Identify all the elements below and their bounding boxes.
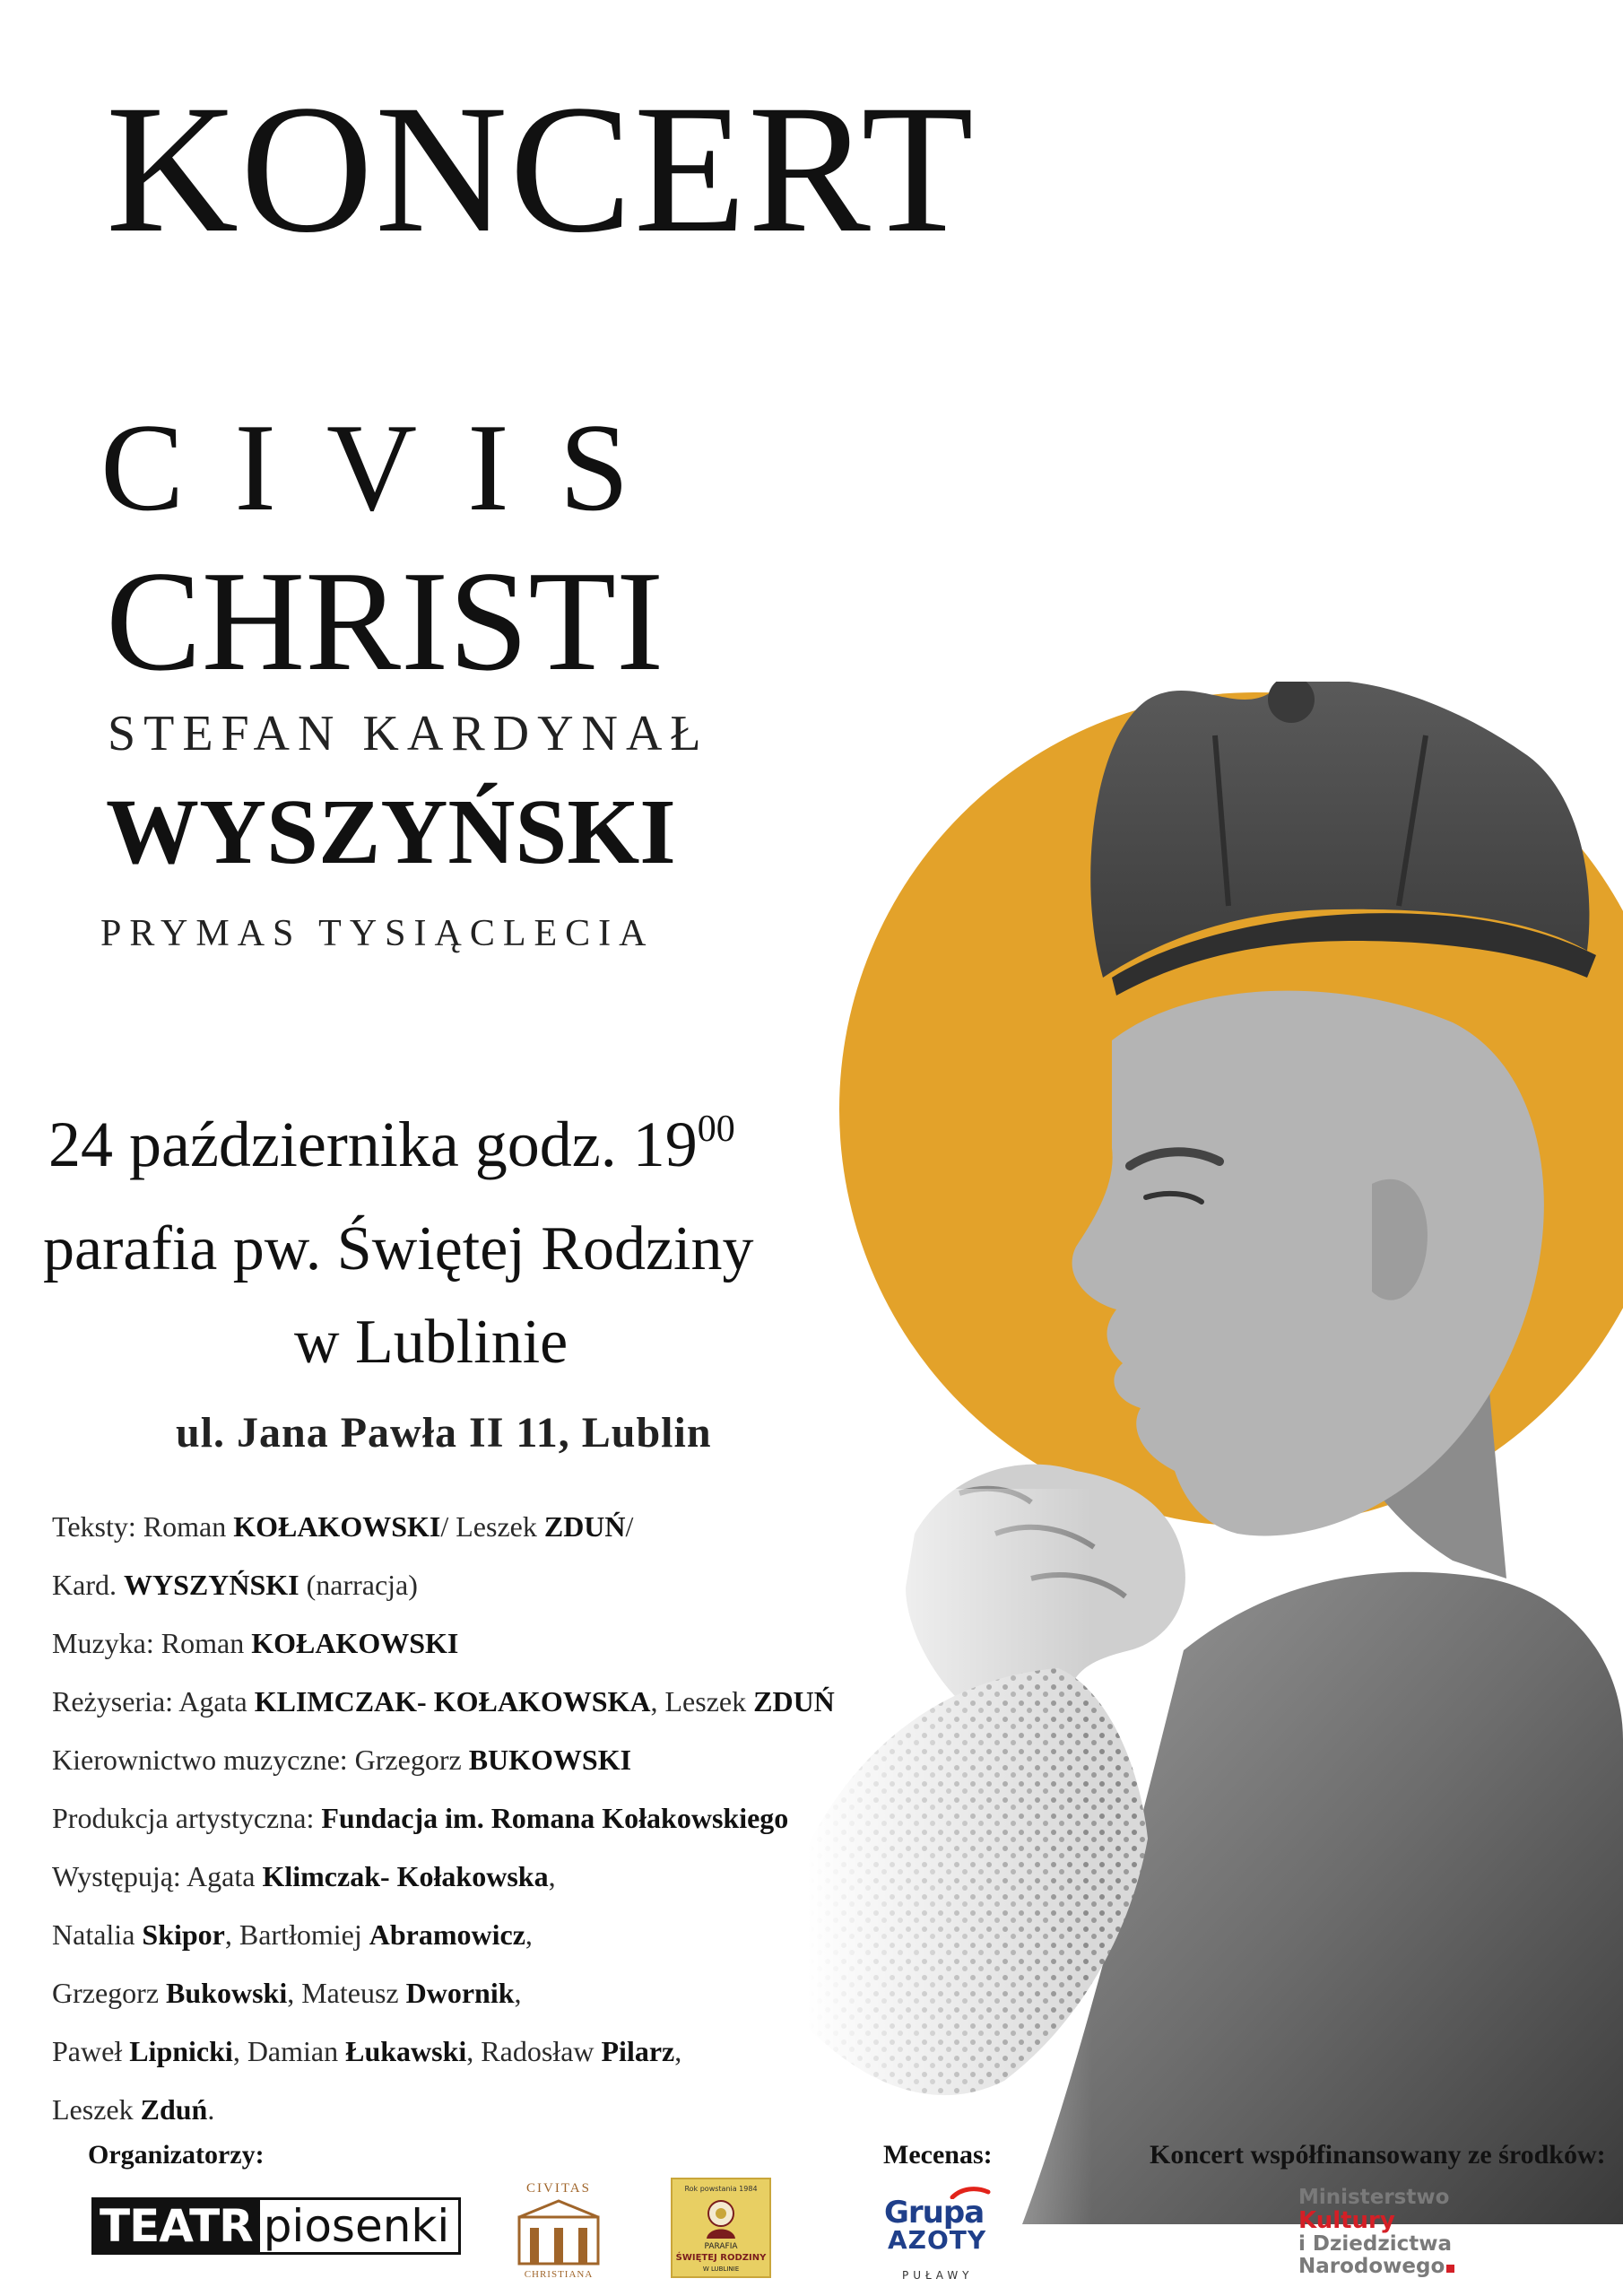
credit-text: . <box>207 2093 215 2126</box>
parafia-logo-small-text: Rok powstania 1984 <box>684 2185 758 2193</box>
credit-name: Klimczak- Kołakowska <box>262 1860 549 1892</box>
credit-text: (narracja) <box>299 1569 418 1601</box>
ministry-logo-line2: Kultury <box>1298 2207 1395 2234</box>
credit-text: Grzegorz <box>52 1977 167 2009</box>
poster-heading: KONCERT <box>106 67 976 271</box>
credit-name: Fundacja im. Romana Kołakowskiego <box>321 1802 789 1834</box>
credit-name: ZDUŃ <box>543 1510 626 1543</box>
credit-line <box>52 1917 913 1975</box>
credit-text: / Leszek <box>440 1510 544 1543</box>
ministry-red-dot-icon <box>1446 2265 1454 2273</box>
civitas-logo-top: CIVITAS <box>526 2181 591 2196</box>
credit-text: Kierownictwo muzyczne: Grzegorz <box>52 1744 469 1776</box>
azoty-logo-line2: AZOTY <box>888 2225 987 2255</box>
credit-text: Leszek <box>52 2093 141 2126</box>
credit-name: Pilarz <box>601 2035 675 2067</box>
credit-line <box>52 1683 913 1742</box>
teatr-logo-part2: piosenki <box>260 2200 459 2252</box>
credit-line <box>52 1742 913 1800</box>
credit-name: KOŁAKOWSKI <box>251 1627 459 1659</box>
parafia-logo-line3: W LUBLINIE <box>702 2266 740 2273</box>
credit-line <box>52 1858 913 1917</box>
event-address: ul. Jana Pawła II 11, Lublin <box>176 1409 712 1457</box>
event-date: 24 października godz. 19 <box>48 1109 698 1180</box>
credit-text: , Damian <box>232 2035 346 2067</box>
subtitle-wyszynski: WYSZYŃSKI <box>106 780 676 883</box>
credits-list <box>52 1509 913 2150</box>
credit-text: Paweł <box>52 2035 130 2067</box>
credit-name: Bukowski <box>166 1977 288 2009</box>
credit-text: Muzyka: Roman <box>52 1627 252 1659</box>
credit-name: Dwornik <box>405 1977 515 2009</box>
parafia-swietej-rodziny-logo <box>671 2178 771 2278</box>
patron-label: Mecenas: <box>883 2140 993 2170</box>
grupa-azoty-logo <box>881 2187 988 2285</box>
subtitle-stefan-kardynal: STEFAN KARDYNAŁ <box>108 706 709 761</box>
credit-name: Lipnicki <box>129 2035 233 2067</box>
ministry-logo-line1: Ministerstwo <box>1298 2186 1450 2209</box>
holy-family-emblem-icon <box>698 2197 744 2240</box>
cofinanced-label: Koncert współfinansowany ze środków: <box>1150 2140 1606 2170</box>
credit-line <box>52 1800 913 1858</box>
organizers-label: Organizatorzy: <box>88 2140 265 2170</box>
ministry-logo-line4-wrap <box>1298 2256 1496 2278</box>
ministry-logo-line3: i Dziedzictwa <box>1298 2232 1452 2256</box>
subtitle-prymas: PRYMAS TYSIĄCLECIA <box>100 913 655 954</box>
credit-name: Łukawski <box>345 2035 467 2067</box>
credit-line <box>52 2033 913 2092</box>
teatr-piosenki-logo <box>91 2197 461 2255</box>
credit-name: Abramowicz <box>369 1918 525 1951</box>
credit-text: / <box>625 1510 634 1543</box>
parafia-logo-line2: ŚWIĘTEJ RODZINY <box>675 2253 767 2263</box>
credit-text: Występują: Agata <box>52 1860 263 1892</box>
azoty-logo-line1: Grupa <box>884 2195 985 2231</box>
credit-text: , <box>674 2035 682 2067</box>
civitas-emblem-icon <box>514 2197 603 2267</box>
parafia-logo-line1: PARAFIA <box>704 2242 738 2251</box>
credit-line <box>52 1975 913 2033</box>
title-civis: CIVIS <box>100 398 680 537</box>
ministry-of-culture-logo <box>1298 2187 1496 2285</box>
ministry-logo-line4: Narodowego <box>1298 2255 1445 2278</box>
event-venue-line1: parafia pw. Świętej Rodziny <box>43 1214 754 1283</box>
credit-text: Teksty: Roman <box>52 1510 234 1543</box>
azoty-logo-line3: PUŁAWY <box>902 2269 974 2282</box>
credit-text: , Leszek <box>650 1685 754 1718</box>
credit-text: , Mateusz <box>287 1977 406 2009</box>
credit-name: ZDUŃ <box>753 1685 835 1718</box>
event-venue-line2: w Lublinie <box>294 1308 568 1377</box>
credit-name: BUKOWSKI <box>468 1744 632 1776</box>
credit-name: KLIMCZAK- KOŁAKOWSKA <box>254 1685 651 1718</box>
teatr-logo-part1: TEATR <box>94 2200 260 2252</box>
event-time-minutes: 00 <box>697 1109 735 1150</box>
cardinal-portrait-illustration <box>807 682 1623 2224</box>
credit-text: Kard. <box>52 1569 124 1601</box>
credit-name: WYSZYŃSKI <box>123 1569 299 1601</box>
civitas-christiana-logo <box>507 2181 611 2285</box>
credit-line <box>52 1625 913 1683</box>
credit-text: , Bartłomiej <box>224 1918 369 1951</box>
credit-line <box>52 1509 913 1567</box>
title-christi: CHRISTI <box>106 541 664 700</box>
civitas-logo-bottom: CHRISTIANA <box>524 2269 594 2280</box>
credit-line <box>52 1567 913 1625</box>
credit-text: , Radosław <box>466 2035 602 2067</box>
credit-name: Zduń <box>140 2093 208 2126</box>
credit-text: , <box>514 1977 522 2009</box>
credit-name: KOŁAKOWSKI <box>233 1510 441 1543</box>
credit-text: Natalia <box>52 1918 143 1951</box>
credit-name: Skipor <box>142 1918 225 1951</box>
event-date-time <box>48 1109 735 1180</box>
credit-text: Produkcja artystyczna: <box>52 1802 322 1834</box>
credit-text: Reżyseria: Agata <box>52 1685 255 1718</box>
credit-text: , <box>548 1860 556 1892</box>
credit-text: , <box>525 1918 533 1951</box>
